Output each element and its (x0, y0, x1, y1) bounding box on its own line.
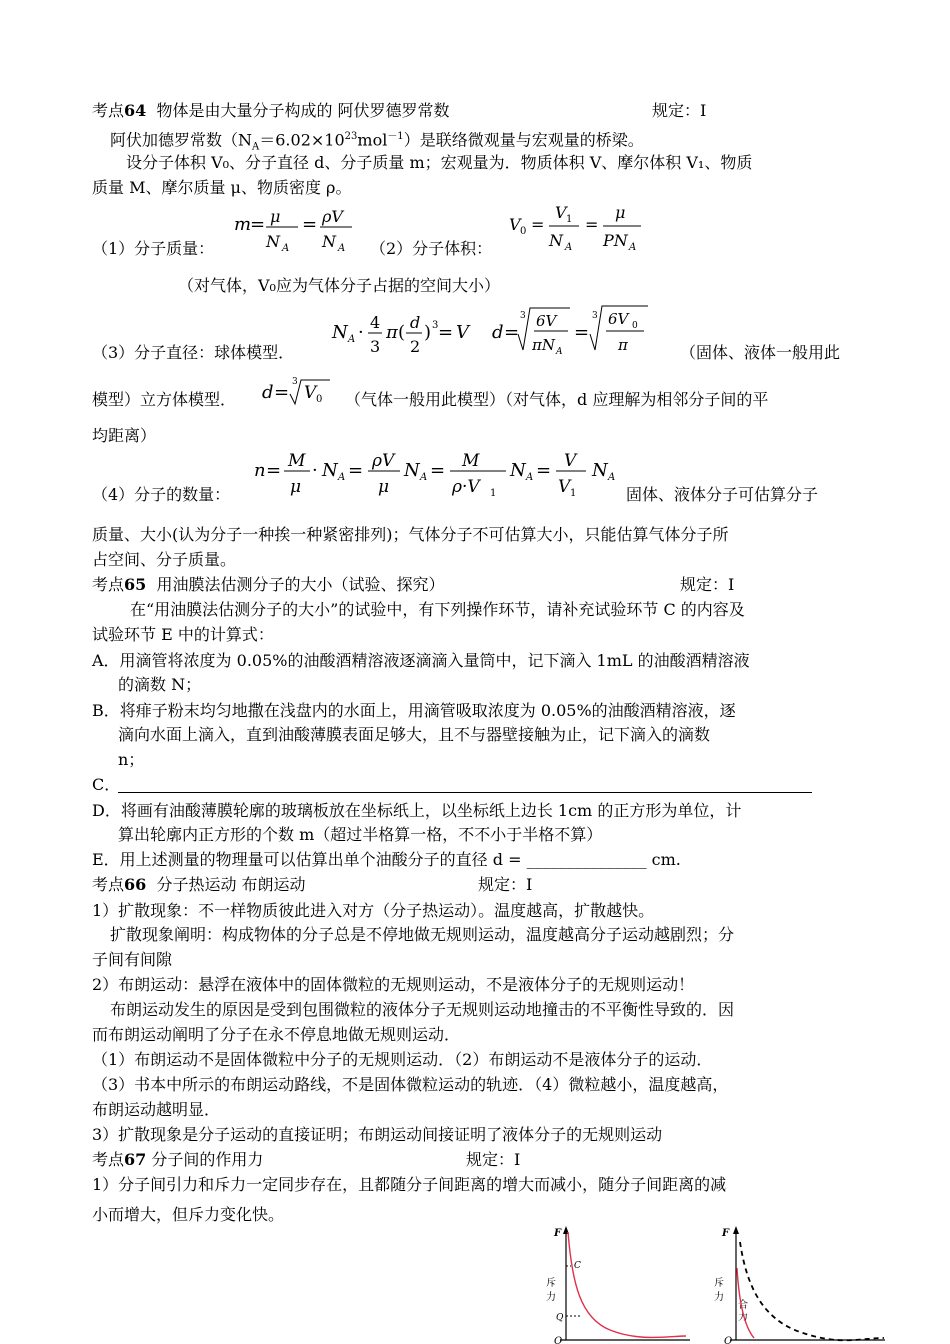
svg-text:N: N (322, 460, 338, 481)
svg-text:d: d (410, 313, 421, 332)
svg-text:m: m (234, 214, 252, 235)
repulsion-curve (568, 1232, 686, 1338)
svg-text:): ) (424, 322, 432, 343)
svg-text:π: π (618, 336, 628, 354)
svg-text:=: = (504, 322, 520, 343)
avogadro-line: 阿伏加德罗常数$(N_A=6.02\times 10^{23}mol^{-1})$是联络微观量与宏观量的桥梁。 (110, 130, 644, 153)
c-label: C (574, 1261, 581, 1271)
svg-text:A: A (526, 472, 534, 483)
svg-text:A: A (565, 242, 573, 253)
item-1-label: （1）分子质量： (92, 239, 215, 258)
svg-text:N: N (404, 460, 420, 481)
svg-text:3: 3 (370, 337, 381, 356)
svg-text:A: A (608, 472, 616, 483)
heading-64: 考点64 物体是由大量分子构成的 阿伏罗德罗常数 (92, 101, 450, 120)
svg-text:=: = (536, 460, 552, 481)
f-label-2: F (722, 1228, 730, 1239)
step-b-3: n； (118, 750, 145, 769)
step-b-1: B．将痱子粉末均匀地撒在浅盘内的水面上，用滴管吸取浓度为 0.05%的油酸酒精溶液，逐 (92, 701, 736, 720)
svg-text:(: ( (398, 322, 406, 343)
svg-text:4: 4 (370, 313, 381, 332)
svg-text:V: V (558, 477, 571, 497)
step-e: E．用上述测量的物理量可以估算出单个油酸分子的直径 d = _______________ cm. (92, 850, 681, 869)
svg-text:V: V (456, 322, 469, 343)
repulse-label-3: 斥 (714, 1278, 724, 1289)
svg-text:N: N (322, 232, 336, 251)
svg-text:3: 3 (592, 311, 598, 321)
svg-text:=: = (348, 460, 364, 481)
brownian-points-1: （1）布朗运动不是固体微粒中分子的无规则运动．（2）布朗运动不是液体分子的运动． (92, 1050, 713, 1069)
brownian-cause-1: 布朗运动发生的原因是受到包围微粒的液体分子无规则运动地撞击的不平衡性导致的．因 (110, 1000, 735, 1019)
step-c-blank[interactable] (118, 792, 812, 793)
definitions-line-2: 质量 M、摩尔质量 μ、物质密度 ρ。 (92, 178, 352, 197)
combined-label-2: 力 (738, 1312, 748, 1323)
diffusion-expl-2: 子间有间隙 (92, 950, 173, 969)
combined-label-1: 合 (738, 1300, 748, 1311)
svg-text:6V: 6V (536, 312, 557, 330)
evidence-line: 3）扩散现象是分子运动的直接证明；布朗运动间接证明了液体分子的无规则运动 (92, 1125, 663, 1144)
svg-text:μ: μ (290, 477, 302, 497)
gas-note: （对气体，V₀应为气体分子占据的空间大小） (178, 276, 500, 295)
svg-text:μ: μ (615, 203, 626, 222)
svg-text:N: N (332, 322, 348, 343)
repulse-label-2: 力 (546, 1292, 556, 1303)
svg-text:0: 0 (632, 321, 638, 331)
svg-text:·: · (358, 322, 364, 343)
force-graphs (540, 1222, 890, 1344)
step-c-label: C． (92, 775, 121, 794)
svg-text:1: 1 (490, 488, 497, 499)
svg-text:=: = (250, 214, 266, 235)
item-2-label: （2）分子体积： (370, 239, 493, 258)
svg-text:M: M (288, 451, 306, 471)
force-line-2: 小而增大，但斥力变化快。 (92, 1205, 285, 1224)
step-a-1: A．用滴管将浓度为 0.05%的油酸酒精溶液逐滴滴入量筒中，记下滴入 1mL 的油酸酒精溶液 (92, 651, 750, 670)
step-d-1: D．将画有油酸薄膜轮廓的玻璃板放在坐标纸上，以坐标纸上边长 1cm 的正方形为单位，计 (92, 801, 742, 820)
svg-text:=: = (274, 382, 290, 403)
svg-text:A: A (282, 243, 290, 254)
svg-text:V: V (304, 383, 317, 403)
item-3-note: （固体、液体一般用此 (680, 343, 841, 362)
diffusion-line: 1）扩散现象：不一样物质彼此进入对方（分子热运动）。温度越高，扩散越快。 (92, 901, 655, 920)
repulse-label-4: 力 (714, 1292, 724, 1303)
brownian-line: 2）布朗运动：悬浮在液体中的固体微粒的无规则运动，不是液体分子的无规则运动！ (92, 975, 695, 994)
svg-text:=: = (266, 460, 282, 481)
definitions-line-1: 设分子体积 V₀、分子直径 d、分子质量 m；宏观量为．物质体积 V、摩尔体积 V₁、物质 (126, 153, 753, 172)
svg-text:·: · (312, 460, 318, 481)
svg-text:0: 0 (520, 226, 527, 237)
svg-text:3: 3 (432, 320, 439, 331)
repulse-label-1: 斥 (546, 1278, 556, 1289)
svg-text:A: A (348, 334, 356, 345)
heading-65: 考点65 用油膜法估测分子的大小（试验、探究） (92, 575, 445, 594)
item-4-line-3: 占空间、分子质量。 (92, 550, 237, 569)
svg-text:N: N (510, 460, 526, 481)
svg-text:3: 3 (520, 311, 526, 321)
svg-text:d: d (262, 382, 274, 403)
dashed-curve (740, 1242, 884, 1340)
svg-text:M: M (462, 451, 480, 471)
rule-66: 规定：Ⅰ (478, 875, 533, 894)
svg-text:A: A (420, 472, 428, 483)
item-4-note: 固体、液体分子可估算分子 (626, 485, 819, 504)
svg-text:0: 0 (316, 394, 323, 405)
cube-formula (258, 374, 338, 410)
rule-67: 规定：Ⅰ (466, 1150, 521, 1169)
svg-text:N: N (266, 232, 280, 251)
svg-text:=: = (531, 215, 545, 234)
item-3-cont: 模型）立方体模型． (92, 390, 237, 409)
item-3-end: 均距离） (92, 426, 157, 445)
svg-text:d: d (492, 322, 504, 343)
svg-text:V: V (509, 215, 521, 234)
brownian-cause-2: 而布朗运动阐明了分子在永不停息地做无规则运动． (92, 1025, 461, 1044)
svg-text:πN: πN (532, 336, 555, 354)
diameter-formula (330, 304, 660, 364)
svg-text:3: 3 (292, 377, 298, 387)
svg-text:=: = (302, 214, 318, 235)
brownian-points-3: 布朗运动越明显． (92, 1100, 221, 1119)
item-4-line-2: 质量、大小(认为分子一种挨一种紧密排列)；气体分子不可估算大小，只能估算气体分子所 (92, 525, 729, 544)
combined-force-graph (714, 1226, 885, 1344)
svg-text:=: = (585, 215, 599, 234)
svg-text:μ: μ (378, 477, 390, 497)
brownian-points-2: （3）书本中所示的布朗运动路线，不是固体微粒运动的轨迹．（4）微粒越小，温度越高， (92, 1075, 729, 1094)
exp-intro-2: 试验环节 E 中的计算式： (92, 625, 274, 644)
svg-text:A: A (338, 243, 346, 254)
item-4-label: （4）分子的数量： (92, 485, 231, 504)
svg-text:N: N (549, 231, 563, 250)
svg-text:N: N (592, 460, 608, 481)
o-label: O (554, 1336, 563, 1344)
svg-text:μ: μ (270, 207, 281, 226)
svg-text:1: 1 (570, 488, 577, 499)
rule-64: 规定：Ⅰ (652, 101, 707, 120)
mass-formula (230, 200, 360, 256)
svg-text:PN: PN (603, 231, 628, 250)
item-3-gas: （气体一般用此模型）（对气体，d 应理解为相邻分子间的平 (345, 390, 769, 409)
exp-intro-1: 在“用油膜法估测分子的大小”的试验中，有下列操作环节，请补充试验环节 C 的内容及 (130, 600, 745, 619)
svg-text:=: = (574, 322, 590, 343)
svg-text:ρ·V: ρ·V (452, 477, 480, 497)
volume-formula (505, 200, 645, 258)
svg-text:=: = (438, 322, 454, 343)
svg-text:A: A (556, 347, 563, 357)
q-label: Q (556, 1313, 564, 1323)
o-label-2: O (724, 1336, 733, 1344)
count-formula (252, 446, 632, 506)
svg-text:A: A (338, 472, 346, 483)
svg-text:V: V (555, 203, 567, 222)
svg-text:A: A (629, 242, 637, 253)
heading-67: 考点67 分子间的作用力 (92, 1150, 264, 1169)
svg-text:1: 1 (566, 214, 573, 225)
svg-text:n: n (254, 460, 266, 481)
diffusion-expl-1: 扩散现象阐明：构成物体的分子总是不停地做无规则运动，温度越高分子运动越剧烈；分 (110, 925, 735, 944)
step-d-2: 算出轮廓内正方形的个数 m（超过半格算一格，不不小于半格不算） (118, 825, 603, 844)
item-3-label: （3）分子直径：球体模型． (92, 343, 295, 362)
f-label: F (554, 1228, 562, 1239)
svg-text:=: = (430, 460, 446, 481)
force-line-1: 1）分子间引力和斥力一定同步存在，且都随分子间距离的增大而减小，随分子间距离的减 (92, 1175, 727, 1194)
svg-text:2: 2 (410, 337, 421, 356)
repulsion-graph (546, 1226, 690, 1344)
heading-66: 考点66 分子热运动 布朗运动 (92, 875, 306, 894)
rule-65: 规定：Ⅰ (680, 575, 735, 594)
svg-text:π: π (386, 322, 398, 343)
svg-text:V: V (564, 451, 577, 471)
svg-text:ρV: ρV (322, 207, 343, 226)
step-b-2: 滴向水面上滴入，直到油酸薄膜表面足够大，且不与器壁接触为止，记下滴入的滴数 (118, 725, 711, 744)
step-a-2: 的滴数 N； (118, 675, 202, 694)
svg-text:6V: 6V (608, 310, 629, 328)
svg-text:ρV: ρV (372, 451, 395, 471)
